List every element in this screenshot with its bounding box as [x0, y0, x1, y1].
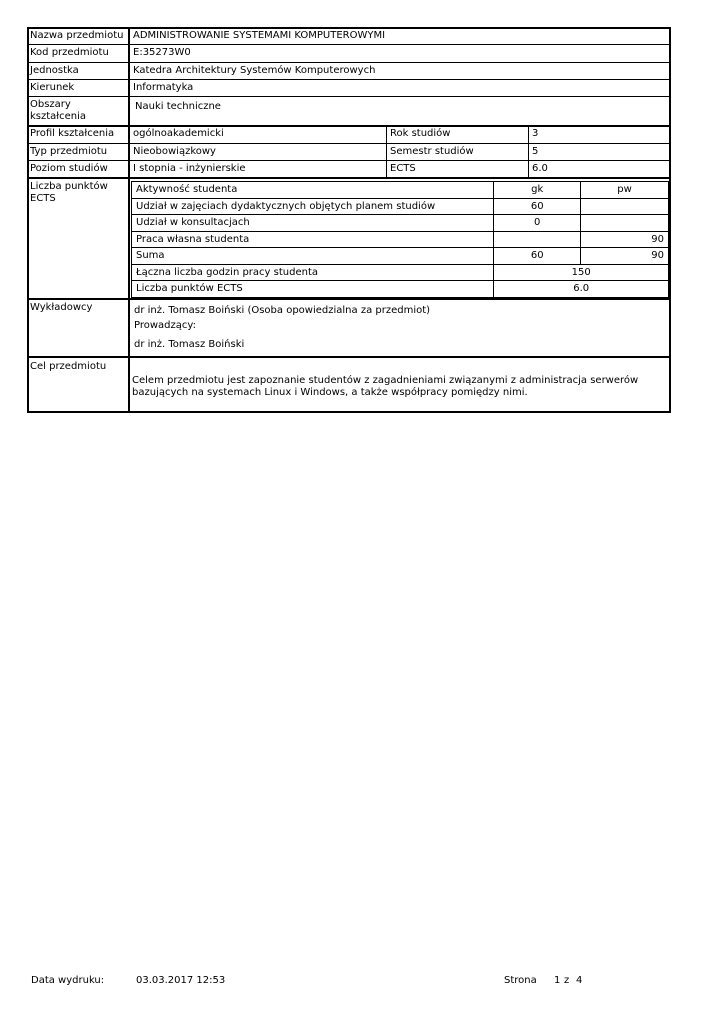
- year-label: Rok studiów: [390, 128, 451, 139]
- gk-cell: 60: [494, 198, 581, 215]
- goal-text-line-2: bazujących na systemach Linux i Windows, a także współpracy pomiędzy nimi.: [132, 387, 528, 398]
- lecturers-label: Wykładowcy: [30, 302, 93, 313]
- ects-header-row: [132, 182, 669, 199]
- course-code-label: Kod przedmiotu: [30, 47, 109, 58]
- row-divider: [27, 160, 671, 161]
- area-value: Nauki techniczne: [135, 101, 221, 112]
- page-number: 1: [554, 975, 561, 986]
- ects-total-value: 6.0: [494, 281, 669, 298]
- semester-label: Semestr studiów: [390, 146, 474, 157]
- row-divider: [27, 96, 671, 97]
- course-code-value: E:35273W0: [133, 47, 191, 58]
- course-name-label: Nazwa przedmiotu: [30, 30, 124, 41]
- row-divider: [27, 62, 671, 63]
- area-label: Obszary kształcenia: [30, 99, 87, 122]
- type-label: Typ przedmiotu: [30, 146, 108, 157]
- field-value: Informatyka: [133, 82, 194, 93]
- page-total: 4: [576, 975, 583, 986]
- goal-text-line-1: Celem przedmiotu jest zapoznanie studentów z zagadnieniami związanymi z administracja serwerów: [132, 375, 639, 386]
- activity-cell: Praca własna studenta: [132, 231, 494, 248]
- pw-cell: [581, 215, 669, 232]
- page-separator: z: [564, 975, 570, 986]
- gk-cell: 60: [494, 248, 581, 265]
- ects-row: [132, 248, 669, 265]
- row-divider: [27, 143, 671, 144]
- pw-cell: [581, 198, 669, 215]
- lecturer-main: dr inż. Tomasz Boiński (Osoba opowiedzialna za przedmiot): [134, 305, 431, 316]
- total-hours-label: Łączna liczba godzin pracy studenta: [132, 264, 494, 281]
- level-label: Poziom studiów: [30, 163, 108, 174]
- gk-cell: [494, 231, 581, 248]
- profile-value: ogólnoakademicki: [133, 128, 224, 139]
- page-label: Strona: [504, 975, 537, 986]
- leading-label: Prowadzący:: [134, 320, 196, 331]
- pw-header: pw: [581, 182, 669, 199]
- pw-cell: 90: [581, 231, 669, 248]
- ects-points-table: [131, 181, 669, 298]
- activity-cell: Udział w konsultacjach: [132, 215, 494, 232]
- column-divider: [386, 125, 387, 177]
- column-divider: [528, 125, 529, 177]
- course-name-value: ADMINISTROWANIE SYSTEMAMI KOMPUTEROWYMI: [133, 30, 386, 41]
- total-hours-row: [132, 264, 669, 281]
- ects-label: ECTS: [390, 163, 416, 174]
- gk-header: gk: [494, 182, 581, 199]
- ects-total-row: [132, 281, 669, 298]
- unit-label: Jednostka: [30, 65, 79, 76]
- profile-label: Profil kształcenia: [30, 128, 115, 139]
- row-divider: [27, 44, 671, 45]
- ects-value: 6.0: [532, 163, 548, 174]
- ects-row: [132, 215, 669, 232]
- print-date-value: 03.03.2017 12:53: [136, 975, 226, 986]
- row-divider: [27, 79, 671, 80]
- row-divider: [27, 356, 671, 358]
- field-label: Kierunek: [30, 82, 75, 93]
- ects-row: [132, 231, 669, 248]
- type-value: Nieobowiązkowy: [133, 146, 216, 157]
- print-date-label: Data wydruku:: [31, 975, 105, 986]
- row-divider: [27, 125, 671, 127]
- ects-points-label: Liczba punktów ECTS: [30, 181, 108, 204]
- total-hours-value: 150: [494, 264, 669, 281]
- activity-cell: Udział w zajęciach dydaktycznych objętych planem studiów: [132, 198, 494, 215]
- pw-cell: 90: [581, 248, 669, 265]
- activity-cell: Suma: [132, 248, 494, 265]
- row-divider: [27, 177, 671, 179]
- activity-header: Aktywność studenta: [132, 182, 494, 199]
- semester-value: 5: [532, 146, 539, 157]
- leading-value: dr inż. Tomasz Boiński: [134, 339, 245, 350]
- year-value: 3: [532, 128, 539, 139]
- goal-label: Cel przedmiotu: [30, 361, 107, 372]
- gk-cell: 0: [494, 215, 581, 232]
- row-divider: [27, 298, 671, 300]
- level-value: I stopnia - inżynierskie: [133, 163, 246, 174]
- ects-total-label: Liczba punktów ECTS: [132, 281, 494, 298]
- ects-row: [132, 198, 669, 215]
- unit-value: Katedra Architektury Systemów Komputerowych: [133, 65, 376, 76]
